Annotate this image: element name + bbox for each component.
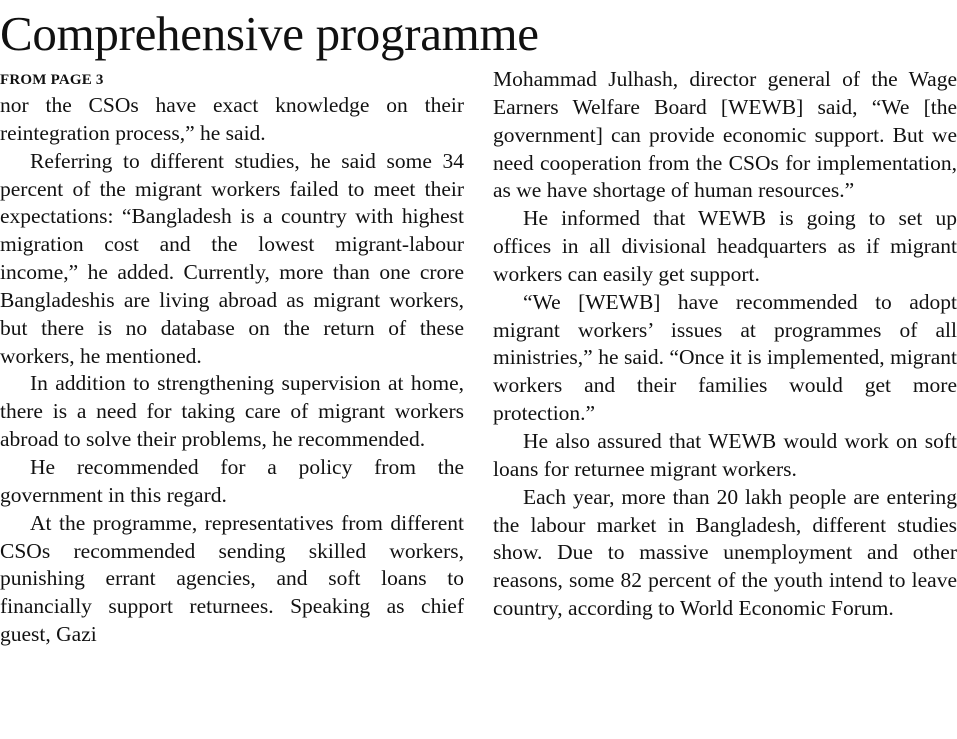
paragraph: Each year, more than 20 lakh people are entering the labour market in Bangladesh, different studies show. Due to massive unemployment and other reasons, some 82 percent of the youth intend to leave country, according to World Economic Forum. — [493, 484, 957, 621]
left-column — [0, 66, 464, 649]
paragraph: In addition to strengthening supervision at home, there is a need for taking care of migrant workers abroad to solve their problems, he recommended. — [0, 371, 464, 452]
paragraph: He informed that WEWB is going to set up offices in all divisional headquarters as if migrant workers can easily get support. — [493, 206, 957, 286]
paragraph: He recommended for a policy from the government in this regard. — [0, 454, 464, 507]
paragraph: At the programme, representatives from different CSOs recommended sending skilled workers, punishing errant agencies, and soft loans to financially support returnees. Speaking as chief guest, Gazi — [0, 510, 464, 647]
paragraph: He also assured that WEWB would work on soft loans for returnee migrant workers. — [493, 428, 957, 481]
paragraph: nor the CSOs have exact knowledge on their reintegration process,” he said. — [0, 93, 464, 145]
continued-from-label: FROM PAGE 3 — [0, 72, 104, 88]
article-headline: Comprehensive programme — [0, 6, 539, 61]
paragraph: “We [WEWB] have recommended to adopt migrant workers’ issues at programmes of all ministries,” he said. “Once it is implemented, migrant workers and their families would get more protection.” — [493, 289, 957, 426]
paragraph: Referring to different studies, he said some 34 percent of the migrant workers failed to meet their expectations: “Bangladesh is a country with highest migration cost and the lowest migrant-labour income,” he added. Currently, more than one crore Bangladeshis are living abroad as migrant workers, but there is no database on the return of these workers, he mentioned. — [0, 148, 464, 368]
paragraph: Mohammad Julhash, director general of the Wage Earners Welfare Board [WEWB] said, “We [the government] can provide economic support. But we need cooperation from the CSOs for implementation, as we have shortage of human resources.” — [493, 67, 957, 203]
right-column — [493, 66, 957, 623]
